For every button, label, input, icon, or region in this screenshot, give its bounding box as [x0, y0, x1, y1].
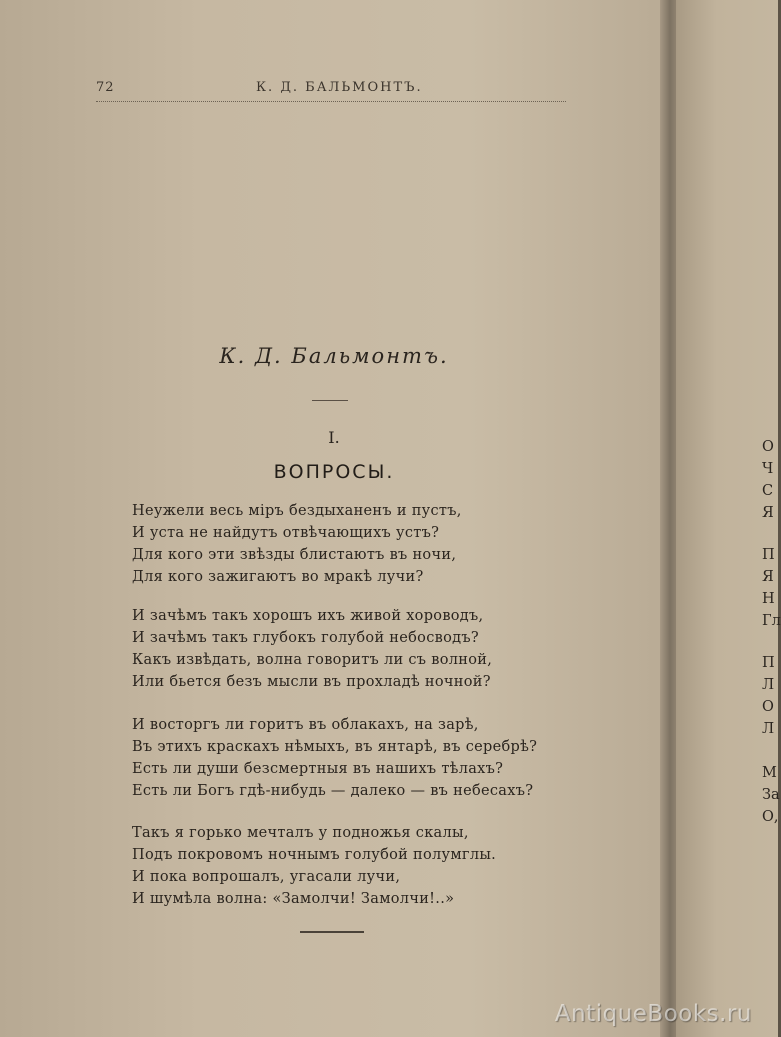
right-page-line: Гл — [762, 613, 781, 629]
header-rule — [96, 101, 566, 102]
poem-title: ВОПРОСЫ. — [273, 461, 395, 483]
right-page-line: М — [762, 765, 777, 781]
stanza-3 — [132, 714, 537, 802]
poem-line: Для кого зажигаютъ во мракѣ лучи? — [132, 569, 424, 585]
stanza-4 — [132, 822, 496, 910]
end-rule — [300, 931, 364, 933]
poem-line: И зачѣмъ такъ глубокъ голубой небосводъ? — [132, 630, 479, 646]
right-page-line: Л — [762, 721, 775, 737]
right-page-line: Л — [762, 677, 775, 693]
running-title: К. Д. БАЛЬМОНТЪ. — [256, 80, 423, 95]
poem-line: И пока вопрошалъ, угасали лучи, — [132, 869, 401, 885]
poem-line: И шумѣла волна: «Замолчи! Замолчи!..» — [132, 891, 455, 907]
right-page-line: О, — [762, 809, 779, 825]
right-page-line: П — [762, 547, 775, 563]
right-page-line: Я — [762, 569, 774, 585]
section-number: I. — [328, 428, 340, 447]
right-page-stanza-1 — [762, 436, 774, 524]
poem-line: Для кого эти звѣзды блистаютъ въ ночи, — [132, 547, 457, 563]
poem-line: Въ этихъ краскахъ нѣмыхъ, въ янтарѣ, въ серебрѣ? — [132, 739, 538, 755]
poem-line: Есть ли души безсмертныя въ нашихъ тѣлахъ? — [132, 761, 504, 777]
right-page-stanza-3 — [762, 652, 775, 740]
right-page-line: За — [762, 787, 780, 803]
poem-line: Неужели весь міръ бездыханенъ и пустъ, — [132, 503, 462, 519]
stanza-1 — [132, 500, 462, 588]
right-page-line: О — [762, 699, 774, 715]
right-page-line: П — [762, 655, 775, 671]
right-page-stanza-4 — [762, 762, 780, 828]
right-page-stanza-2 — [762, 544, 781, 632]
right-page-line: Ч — [762, 461, 774, 477]
right-page-line: Я — [762, 505, 774, 521]
poem-line: Какъ извѣдать, волна говоритъ ли съ волной, — [132, 652, 493, 668]
right-page-line: Н — [762, 591, 775, 607]
poem-line: И восторгъ ли горитъ въ облакахъ, на зарѣ, — [132, 717, 479, 733]
poem-line: Или бьется безъ мысли въ прохладѣ ночной? — [132, 674, 491, 690]
poem-line: Есть ли Богъ гдѣ-нибудь — далеко — въ небесахъ? — [132, 783, 534, 799]
poem-line: И зачѣмъ такъ хорошъ ихъ живой хороводъ, — [132, 608, 484, 624]
page-number: 72 — [96, 80, 115, 95]
stanza-2 — [132, 605, 492, 693]
right-page-line: С — [762, 483, 774, 499]
poem-line: Подъ покровомъ ночнымъ голубой полумглы. — [132, 847, 497, 863]
divider-rule — [312, 400, 348, 401]
right-page-line: О — [762, 439, 774, 455]
watermark: AntiqueBooks.ru — [554, 1001, 752, 1027]
poem-line: Такъ я горько мечталъ у подножья скалы, — [132, 825, 469, 841]
poem-line: И уста не найдутъ отвѣчающихъ устъ? — [132, 525, 440, 541]
author-heading: К. Д. Бальмонтъ. — [219, 344, 449, 368]
